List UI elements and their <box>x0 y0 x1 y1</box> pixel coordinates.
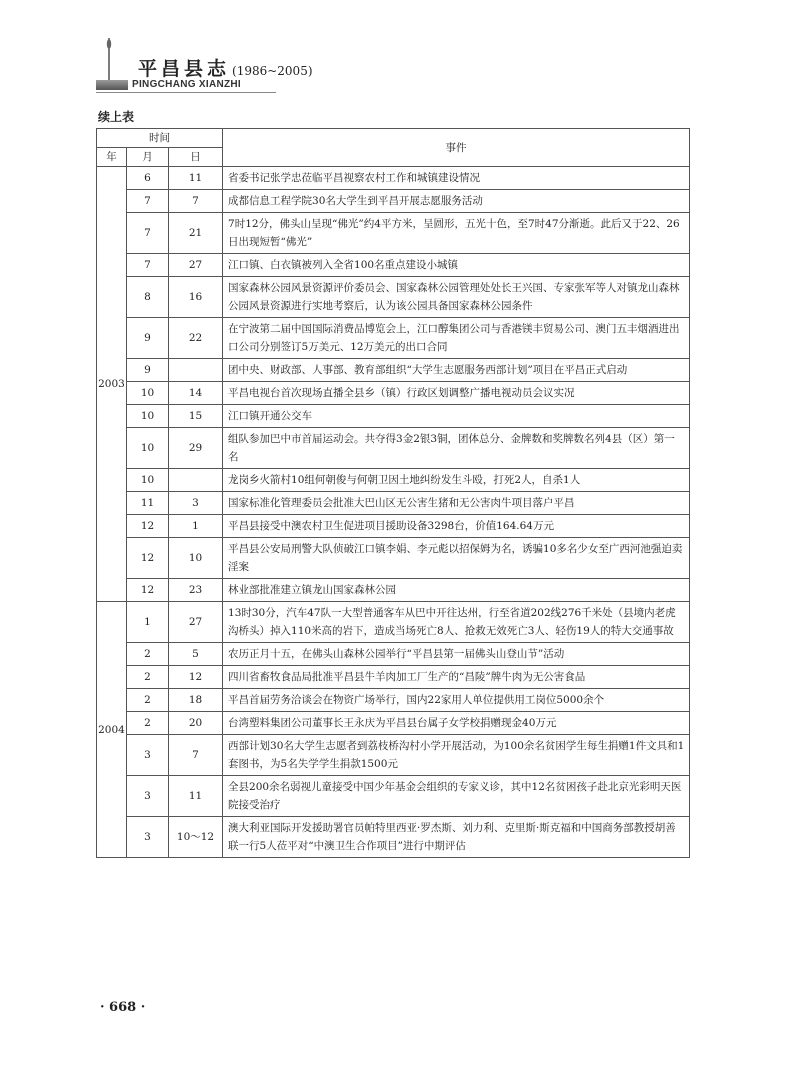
day-cell: 21 <box>169 213 223 254</box>
table-row <box>97 515 690 538</box>
table-row <box>97 359 690 382</box>
month-cell: 6 <box>127 167 169 190</box>
event-cell: 台湾塑料集团公司董事长王永庆为平昌县台属子女学校捐赠现金40万元 <box>223 712 690 735</box>
table-row <box>97 190 690 213</box>
event-cell: 国家森林公园风景资源评价委员会、国家森林公园管理处处长王兴国、专家张军等人对镇龙山森林公园风景资源进行实地考察后，认为该公园具备国家森林公园条件 <box>223 277 690 318</box>
month-cell: 2 <box>127 689 169 712</box>
event-cell: 7时12分，佛头山呈现“佛光”约4平方米，呈圆形，五光十色，至7时47分渐逝。此后又于22、26日出现短暂“佛光” <box>223 213 690 254</box>
day-cell <box>169 359 223 382</box>
table-row <box>97 776 690 817</box>
event-cell: 省委书记张学忠莅临平昌视察农村工作和城镇建设情况 <box>223 167 690 190</box>
event-cell: 平昌电视台首次现场直播全县乡（镇）行政区划调整广播电视动员会议实况 <box>223 382 690 405</box>
event-cell: 龙岗乡火箭村10组何朝俊与何朝卫因土地纠纷发生斗殴，打死2人，自杀1人 <box>223 469 690 492</box>
day-cell: 29 <box>169 428 223 469</box>
month-cell: 12 <box>127 579 169 602</box>
event-cell: 团中央、财政部、人事部、教育部组织“大学生志愿服务西部计划”项目在平昌正式启动 <box>223 359 690 382</box>
event-cell: 平昌首届劳务洽谈会在物资广场举行，国内22家用人单位提供用工岗位5000余个 <box>223 689 690 712</box>
day-cell: 16 <box>169 277 223 318</box>
table-row <box>97 712 690 735</box>
month-cell: 10 <box>127 428 169 469</box>
day-cell: 1 <box>169 515 223 538</box>
event-cell: 组队参加巴中市首届运动会。共夺得3金2银3铜，团体总分、金牌数和奖牌数名列4县（区）第一名 <box>223 428 690 469</box>
day-cell: 27 <box>169 254 223 277</box>
month-cell: 7 <box>127 213 169 254</box>
table-row <box>97 277 690 318</box>
month-cell: 12 <box>127 515 169 538</box>
month-header: 月 <box>127 148 169 167</box>
day-header: 日 <box>169 148 223 167</box>
table-row <box>97 689 690 712</box>
table-row <box>97 602 690 643</box>
table-row <box>97 318 690 359</box>
day-cell: 7 <box>169 190 223 213</box>
book-subtitle: PINGCHANG XIANZHI <box>132 79 241 90</box>
year-cell: 2003 <box>97 167 127 602</box>
event-cell: 江口镇开通公交车 <box>223 405 690 428</box>
day-cell: 18 <box>169 689 223 712</box>
day-cell: 27 <box>169 602 223 643</box>
event-cell: 江口镇、白衣镇被列入全省100名重点建设小城镇 <box>223 254 690 277</box>
event-cell: 国家标准化管理委员会批准大巴山区无公害生猪和无公害肉牛项目落户平昌 <box>223 492 690 515</box>
day-cell: 12 <box>169 666 223 689</box>
year-cell: 2004 <box>97 602 127 858</box>
page-number: · 668 · <box>100 1000 146 1015</box>
month-cell: 7 <box>127 254 169 277</box>
month-cell: 2 <box>127 712 169 735</box>
event-cell: 西部计划30名大学生志愿者到荔枝桥沟村小学开展活动，为100余名贫困学生每生捐赠1件文具和1套图书，为5名失学学生捐款1500元 <box>223 735 690 776</box>
event-header: 事件 <box>223 129 690 167</box>
events-table <box>96 128 690 858</box>
day-cell: 15 <box>169 405 223 428</box>
event-cell: 成都信息工程学院30名大学生到平昌开展志愿服务活动 <box>223 190 690 213</box>
header-bar <box>96 80 128 90</box>
table-row <box>97 666 690 689</box>
month-cell: 12 <box>127 538 169 579</box>
table-caption: 续上表 <box>98 110 135 124</box>
month-cell: 11 <box>127 492 169 515</box>
event-cell: 13时30分，汽车47队一大型普通客车从巴中开往达州，行至省道202线276千米处（县境内老虎沟桥头）掉入110米高的岩下，造成当场死亡8人、抢救无效死亡3人、轻伤19人的特大交通事故 <box>223 602 690 643</box>
day-cell: 23 <box>169 579 223 602</box>
events-body <box>97 167 690 858</box>
table-row <box>97 538 690 579</box>
day-cell: 5 <box>169 643 223 666</box>
month-cell: 3 <box>127 735 169 776</box>
book-title: 平昌县志 (1986~2005) <box>138 58 313 80</box>
day-cell: 11 <box>169 167 223 190</box>
page-header <box>96 28 736 98</box>
month-cell: 7 <box>127 190 169 213</box>
day-cell: 20 <box>169 712 223 735</box>
day-cell: 7 <box>169 735 223 776</box>
month-cell: 8 <box>127 277 169 318</box>
day-cell: 10～12 <box>169 817 223 858</box>
month-cell: 10 <box>127 469 169 492</box>
day-cell: 14 <box>169 382 223 405</box>
table-row <box>97 817 690 858</box>
table-row <box>97 382 690 405</box>
book-years: (1986~2005) <box>232 64 313 78</box>
table-row <box>97 735 690 776</box>
day-cell: 22 <box>169 318 223 359</box>
day-cell: 3 <box>169 492 223 515</box>
table-row <box>97 579 690 602</box>
event-cell: 全县200余名弱视儿童接受中国少年基金会组织的专家义诊，其中12名贫困孩子赴北京光彩明天医院接受治疗 <box>223 776 690 817</box>
table-row <box>97 254 690 277</box>
table-row <box>97 643 690 666</box>
year-header: 年 <box>97 148 127 167</box>
day-cell <box>169 469 223 492</box>
table-row <box>97 167 690 190</box>
month-cell: 2 <box>127 666 169 689</box>
time-header: 时间 <box>97 129 223 148</box>
month-cell: 9 <box>127 359 169 382</box>
event-cell: 在宁波第二届中国国际消费品博览会上，江口醇集团公司与香港镁丰贸易公司、澳门五丰烟酒进出口公司分别签订5万美元、12万美元的出口合同 <box>223 318 690 359</box>
month-cell: 3 <box>127 776 169 817</box>
header-rule <box>96 92 276 93</box>
table-row <box>97 492 690 515</box>
month-cell: 2 <box>127 643 169 666</box>
month-cell: 10 <box>127 382 169 405</box>
event-cell: 农历正月十五，在佛头山森林公园举行“平昌县第一届佛头山登山节”活动 <box>223 643 690 666</box>
month-cell: 10 <box>127 405 169 428</box>
table-row <box>97 469 690 492</box>
event-cell: 平昌县公安局刑警大队侦破江口镇李娟、李元彪以招保姆为名，诱骗10多名少女至广西河池强迫卖淫案 <box>223 538 690 579</box>
table-row <box>97 213 690 254</box>
event-cell: 林业部批准建立镇龙山国家森林公园 <box>223 579 690 602</box>
month-cell: 9 <box>127 318 169 359</box>
event-cell: 四川省畜牧食品局批准平昌县牛羊肉加工厂生产的“昌陵”牌牛肉为无公害食品 <box>223 666 690 689</box>
day-cell: 11 <box>169 776 223 817</box>
month-cell: 3 <box>127 817 169 858</box>
day-cell: 10 <box>169 538 223 579</box>
table-row <box>97 405 690 428</box>
table-row <box>97 428 690 469</box>
month-cell: 1 <box>127 602 169 643</box>
event-cell: 平昌县接受中澳农村卫生促进项目援助设备3298台，价值164.64万元 <box>223 515 690 538</box>
event-cell: 澳大利亚国际开发援助署官员帕特里西亚·罗杰斯、刘力利、克里斯·斯克福和中国商务部教授胡善联一行5人莅平对“中澳卫生合作项目”进行中期评估 <box>223 817 690 858</box>
